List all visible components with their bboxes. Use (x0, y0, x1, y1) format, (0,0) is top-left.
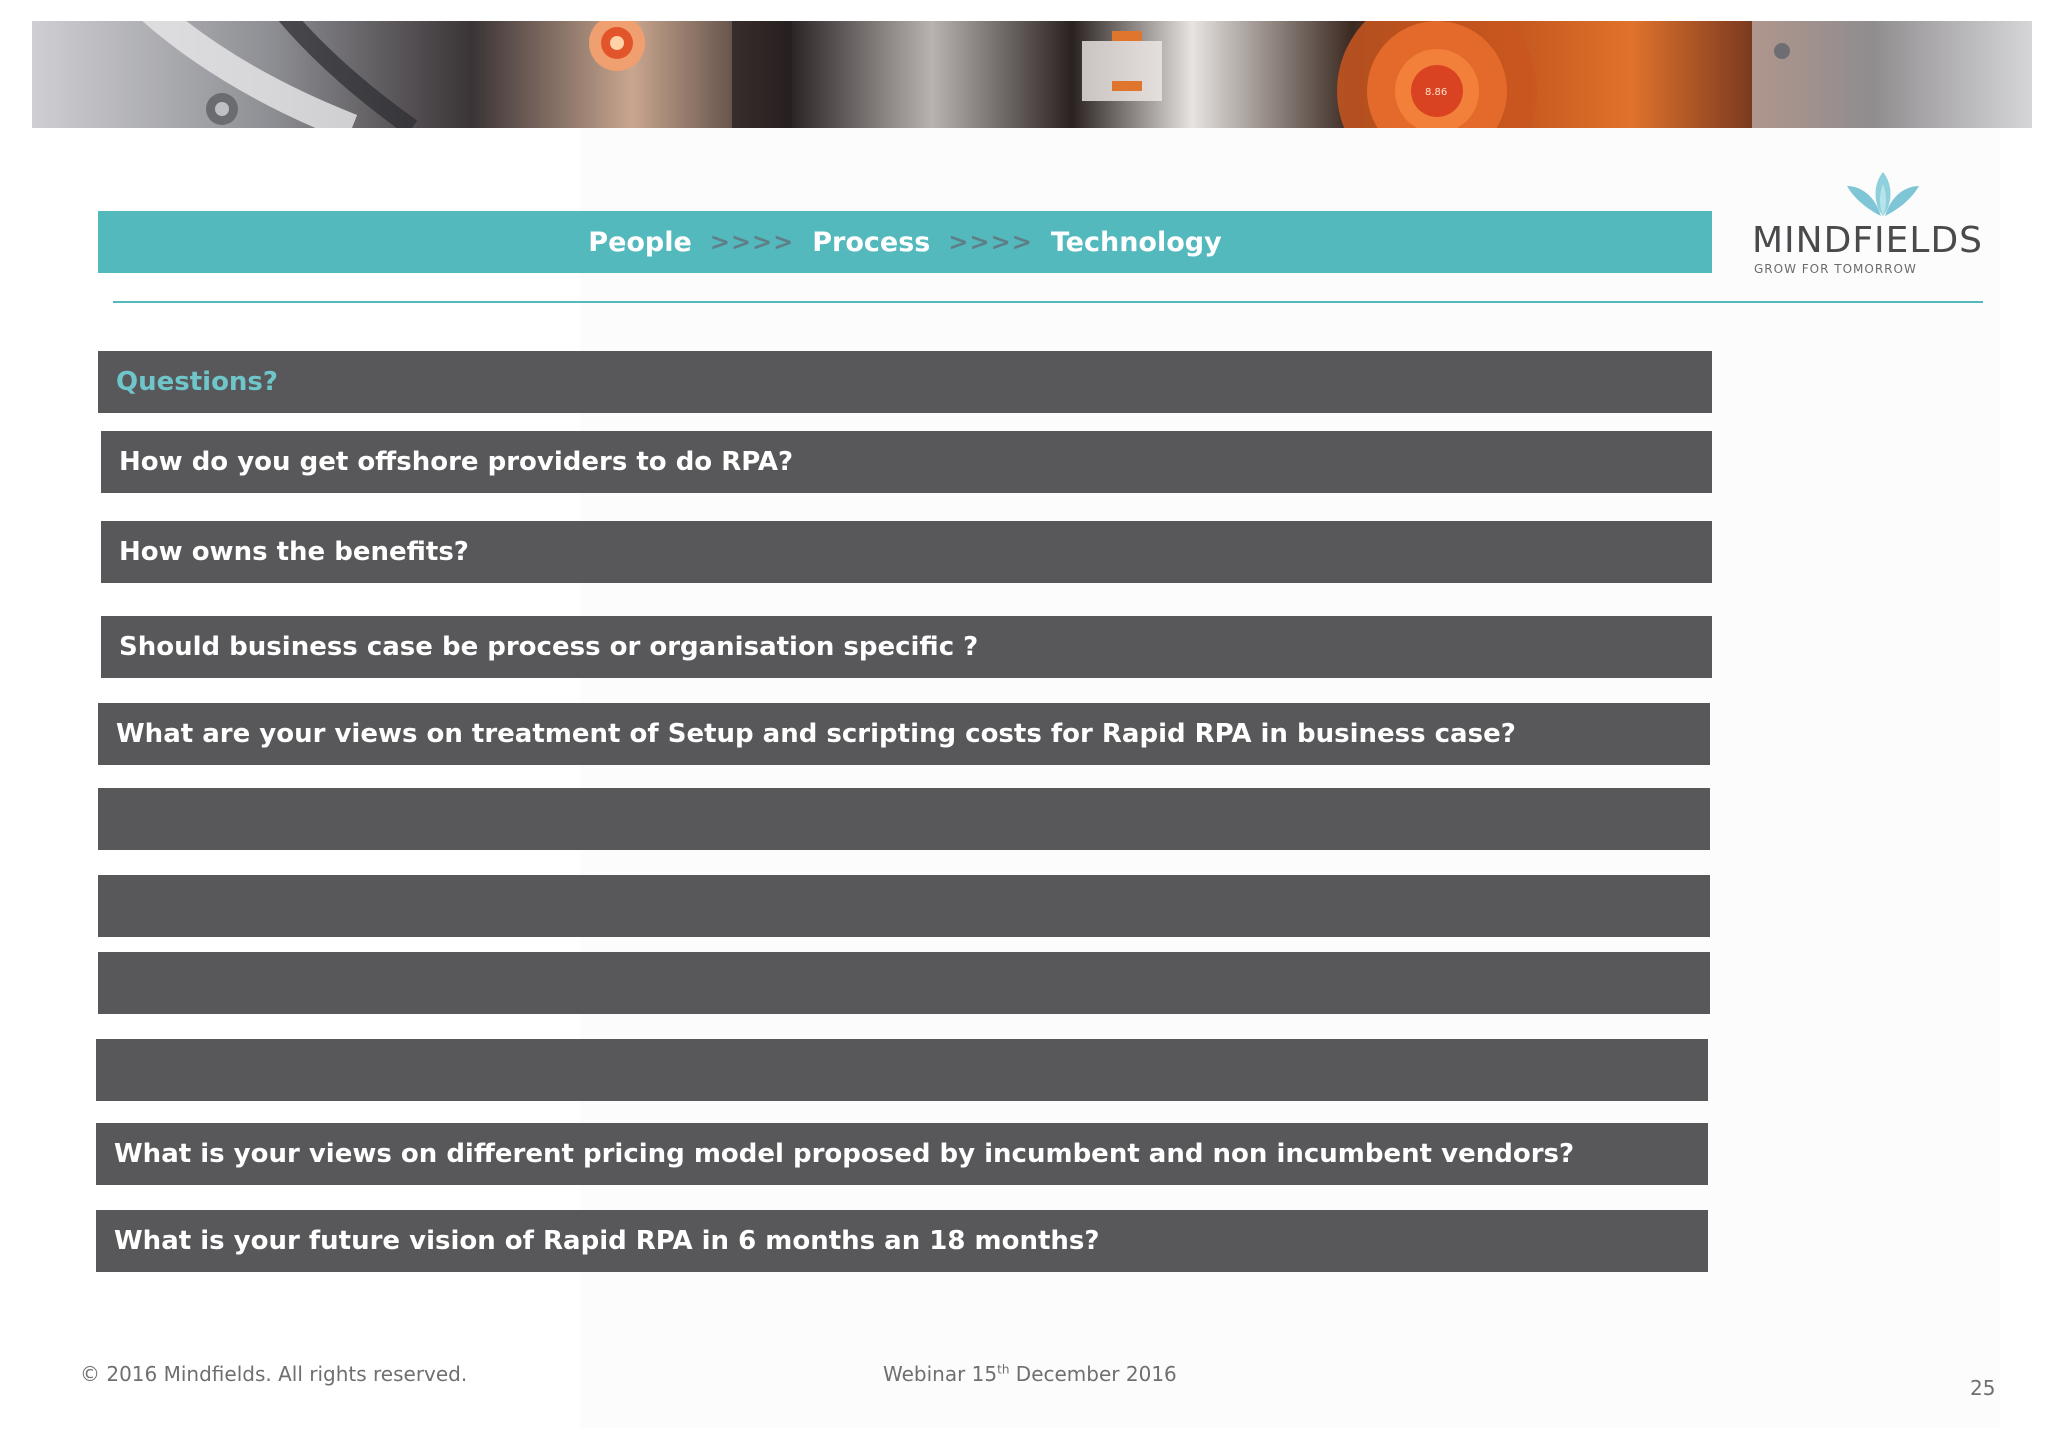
title-arrow: >>>> (948, 228, 1033, 256)
logo-name: MINDFIELDS (1752, 220, 1984, 261)
webinar-prefix: Webinar 15 (883, 1362, 998, 1386)
question-row: How do you get offshore providers to do RPA? (101, 431, 1712, 493)
title-technology: Technology (1050, 226, 1222, 258)
logo-tagline: GROW FOR TOMORROW (1754, 262, 1917, 276)
svg-text:8.86: 8.86 (1425, 87, 1448, 98)
title-arrow: >>>> (709, 228, 795, 256)
question-row-empty (98, 952, 1710, 1014)
webinar-suffix: December 2016 (1009, 1362, 1177, 1386)
lotus-icon (1845, 170, 1921, 220)
question-row-empty (96, 1039, 1708, 1101)
question-row-empty (98, 875, 1710, 937)
question-row: Should business case be process or organisation specific ? (101, 616, 1712, 678)
title-process: Process (812, 226, 931, 258)
footer-copyright: © 2016 Mindfields. All rights reserved. (80, 1362, 468, 1386)
questions-header: Questions? (98, 351, 1712, 413)
page-number: 25 (1970, 1376, 1996, 1400)
question-row: What is your views on different pricing model proposed by incumbent and non incumbent vendors? (96, 1123, 1708, 1185)
header-banner-image (32, 21, 2032, 128)
title-divider (113, 301, 1983, 303)
question-row: What is your future vision of Rapid RPA in 6 months an 18 months? (96, 1210, 1708, 1272)
question-row: What are your views on treatment of Setup and scripting costs for Rapid RPA in business case? (98, 703, 1710, 765)
footer-webinar-date (883, 1362, 1177, 1386)
webinar-sup: th (997, 1362, 1010, 1377)
title-people: People (588, 226, 692, 258)
title-bar (98, 211, 1712, 273)
mindfields-logo (1748, 166, 1998, 286)
question-row-empty (98, 788, 1710, 850)
question-row: How owns the benefits? (101, 521, 1712, 583)
